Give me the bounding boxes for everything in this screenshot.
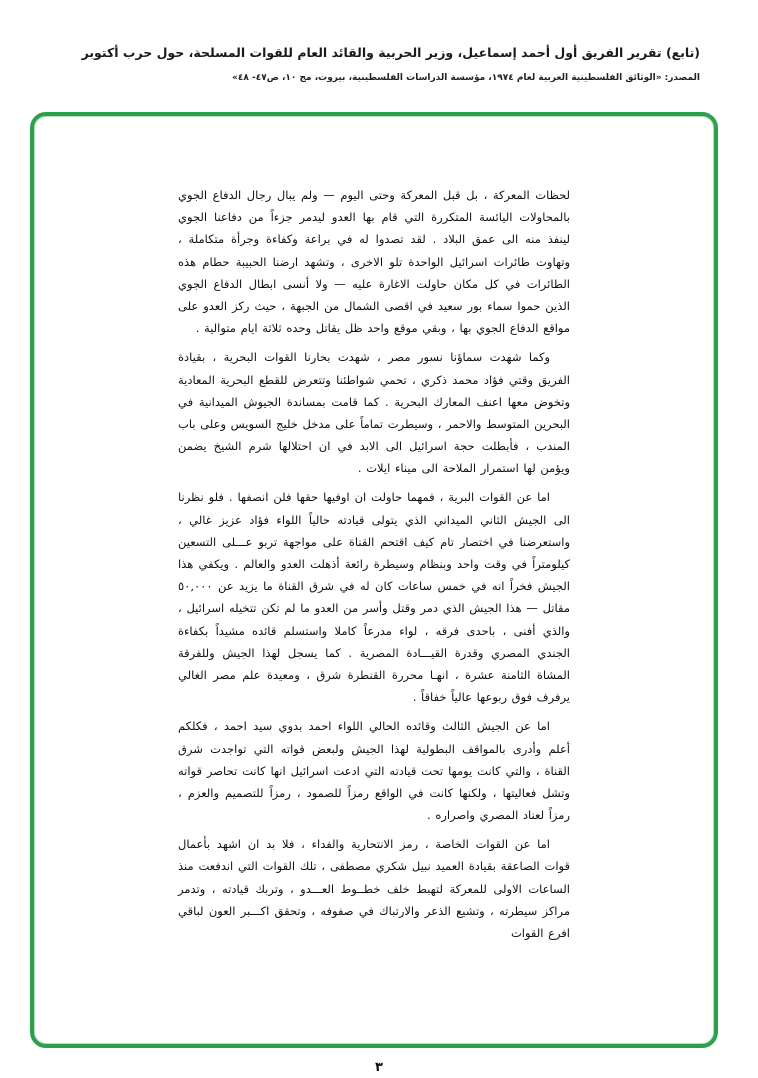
report-title: (تابع) تقرير الفريق أول أحمد إسماعيل، وزير الحربية والقائد العام للقوات المسلحة، حول حرب أكتوبر	[81, 45, 700, 60]
paragraph-air-defense: لحظات المعركة ، بل قبل المعركة وحتى اليوم — ولم يبال رجال الدفاع الجوي بالمحاولات اليائسة المتكررة التي قام بها العدو ليدمر جزءاً من دفاعنا الجوي لينفذ منه الى عمق البلاد . لقد تصدوا له في براعة وكفاءة وجرأة متكاملة ، وتهاوت طائرات اسرائيل الواحدة تلو الاخرى ، وتشهد ارضنا الحبيبة حطام هذه الطائرات في كل مكان حاولت الاغارة عليه — ولا أنسى ابطال الدفاع الجوي الذين حموا سماء بور سعيد في اقصى الشمال من الجبهة ، حيث ركز العدو على مواقع الدفاع الجوي بها ، وبقي موقع واحد ظل يقاتل وحده ثلاثة ايام متوالية .	[178, 188, 570, 336]
page-number: ٣	[375, 1060, 383, 1075]
paragraph-special-forces: اما عن القوات الخاصة ، رمز الانتحارية والفداء ، فلا بد ان اشهد بأعمال قوات الصاعقة بقيادة العميد نبيل شكري مصطفى ، تلك القوات التي اندفعت منذ الساعات الاولى للمعركة لتهبط خلف خطــوط العـــدو ، وتربك قيادته ، وتدمر مراكز سيطرته ، وتشيع الذعر والارتباك في صفوفه ، وتحقق اكـــبر العون لباقي افرع القوات	[178, 837, 570, 940]
paragraph-third-army: اما عن الجيش الثالث وقائده الحالي اللواء احمد بدوي سيد احمد ، فكلكم أعلم وأدرى بالمواقف البطولية لهذا الجيش ولبعض قواته التي تواجدت شرق القناة ، والتي كانت يومها تحت قيادته التي ادعت اسرائيل انها كانت تحاصر قواته وتشل فعاليتها ، ولكنها كانت في الواقع رمزاً للصمود ، رمزاً للتصميم والعزم ، رمزاً لعناد المصري واصراره .	[178, 719, 570, 823]
paragraph-second-army: اما عن القوات البرية ، فمهما حاولت ان اوفيها حقها فلن انصفها . فلو نظرنا الى الجيش الثاني الميداني الذي يتولى قيادته حالياً اللواء فؤاد عزيز غالي ، واستعرضنا في اختصار تام كيف اقتحم القناة على مواجهة تربو عـــلى التسعين كيلومتراً في وقت واحد وبنظام وسيطرة رائعة أذهلت العدو والعالم . ويكفي هذا الجيش فخراً انه في خمس ساعات كان له في شرق القناة ما يزيد عن ٥٠,٠٠٠ مقاتل — هذا الجيش الذي دمر وقتل وأسر من العدو ما لم تكن تتخيله اسرائيل ، والذي أفنى ، باحدى فرقه ، لواء مدرعاً كاملا واستسلم قائده مشيداً بكفاءة الجندي المصري وقدرة القيـــادة المصرية . كما يسجل لهذا الجيش وللفرقة المشاة الثامنة عشرة ، انهـا محررة القنطرة شرق ، ومعيدة علم مصر الغالي يرفرف فوق ربوعها عالياً خفاقاً .	[178, 490, 570, 705]
body-text-column	[178, 184, 570, 951]
source-citation: المصدر: «الوثائق الفلسطينية العربية لعام ١٩٧٤، مؤسسة الدراسات الفلسطينية، بيروت، مج ١٠، ص٤٧- ٤٨»	[232, 72, 700, 83]
green-border-frame	[30, 112, 718, 1048]
page-header	[40, 44, 700, 84]
paragraph-navy: وكما شهدت سماؤنا نسور مصر ، شهدت بحارنا القوات البحرية ، بقيادة الفريق وقتي فؤاد محمد ذكري ، تحمي شواطئنا وتتعرض للقطع البحرية المعادية وتخوض معها اعنف المعارك البحرية . كما قامت بمساندة الجيوش الميدانية في البحرين المتوسط والاحمر ، وسيطرت تماماً على مدخل خليج السويس وعلى باب المندب ، فأبطلت حجة اسرائيل الى الابد في ان احتلالها شرم الشيخ يضمن ويؤمن لها استمرار الملاحة الى ميناء ايلات .	[178, 350, 570, 476]
